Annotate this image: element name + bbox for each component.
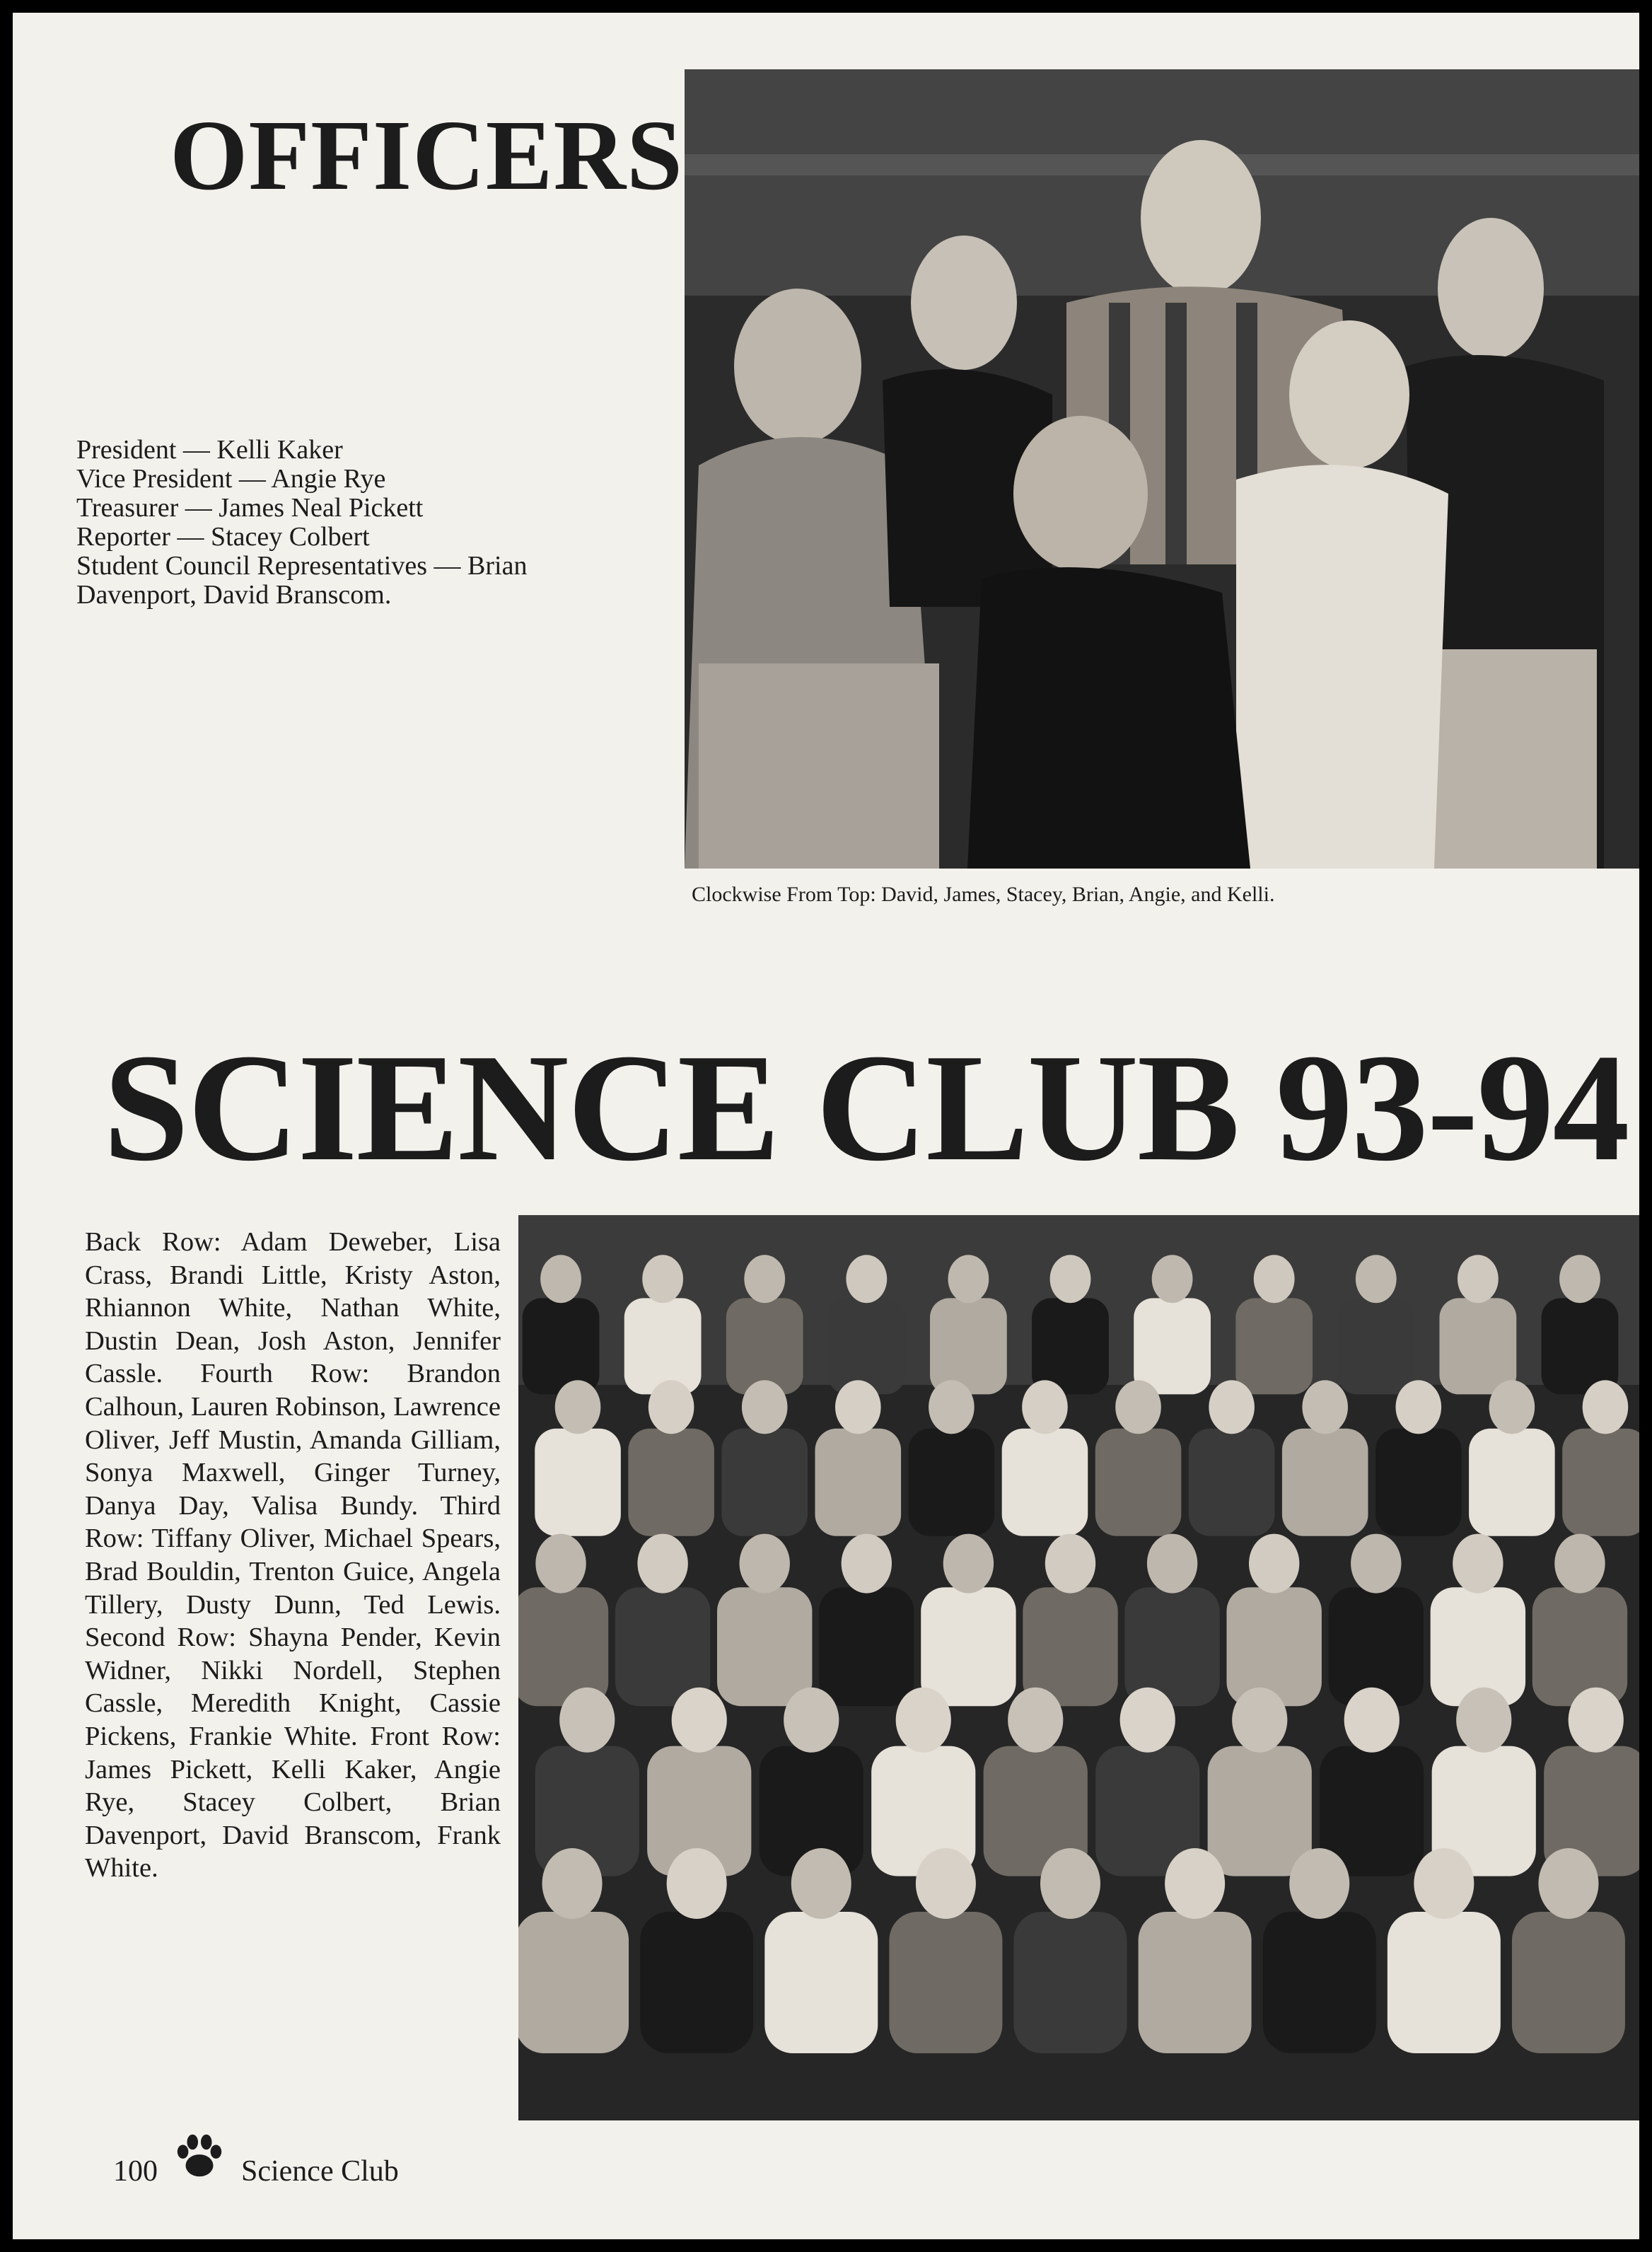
officers-heading: OFFICERS: [170, 99, 683, 211]
page-number: 100: [113, 2155, 158, 2188]
officers-group-photo: [685, 69, 1639, 869]
officer-line: Treasurer — James Neal Pickett: [76, 493, 424, 523]
page-footer: [113, 2154, 399, 2188]
footer-section-name: Science Club: [241, 2155, 399, 2188]
officer-line: Vice President — Angie Rye: [76, 464, 386, 494]
science-club-heading: SCIENCE CLUB 93-94: [103, 1023, 1629, 1193]
officer-line: Reporter — Stacey Colbert: [76, 522, 370, 552]
officer-line: Student Council Representatives — Brian: [76, 551, 528, 581]
paw-print-icon: [172, 2130, 227, 2185]
officer-line: Davenport, David Branscom.: [76, 580, 392, 610]
officer-line: President — Kelli Kaker: [76, 435, 343, 465]
yearbook-page: [13, 13, 1639, 2239]
officers-photo-caption: Clockwise From Top: David, James, Stacey, Brian, Angie, and Kelli.: [692, 883, 1275, 906]
science-club-roster: Back Row: Adam Deweber, Lisa Crass, Brandi Little, Kristy Aston, Rhiannon White, Nathan White, Dustin Dean, Josh Aston, Jennifer Cassle. Fourth Row: Brandon Calhoun, Lauren Robinson, Lawrence Oliver, Jeff Mustin, Amanda Gilliam, Sonya Maxwell, Ginger Turney, Danya Day, Valisa Bundy. Third Row: Tiffany Oliver, Michael Spears, Brad Bouldin, Trenton Guice, Angela Tillery, Dusty Dunn, Ted Lewis. Second Row: Shayna Pender, Kevin Widner, Nikki Nordell, Stephen Cassle, Meredith Knight, Cassie Pickens, Frankie White. Front Row: James Pickett, Kelli Kaker, Angie Rye, Stacey Colbert, Brian Davenport, David Branscom, Frank White.: [85, 1227, 501, 1884]
science-club-group-photo: [518, 1215, 1639, 2120]
officers-list: [76, 436, 677, 610]
